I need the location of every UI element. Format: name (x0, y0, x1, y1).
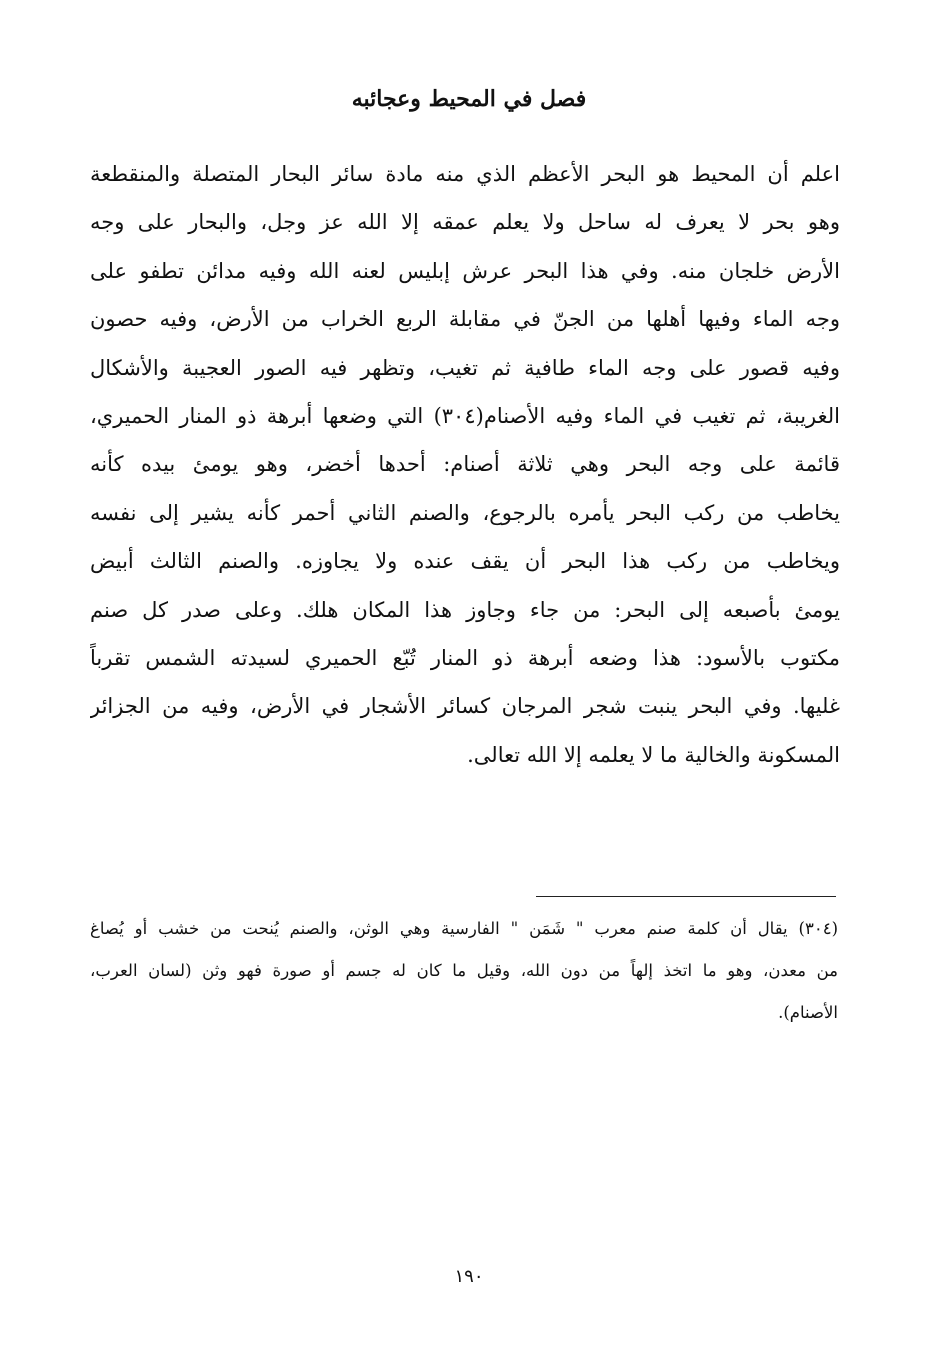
body-line: اعلم أن المحيط هو البحر الأعظم الذي منه مادة سائر البحار المتصلة والمنقطعة (90, 162, 840, 186)
body-line: وجه الماء وفيها أهلها من الجنّ في مقابلة الربع الخراب من الأرض، وفيه حصون (90, 307, 840, 332)
footnote-line: (٣٠٤) يقال أن كلمة صنم معرب " شَمَن " الفارسية وهي الوثن، والصنم يُنحت من خشب أو يُصاغ (90, 919, 838, 938)
body-line: المسكونة والخالية ما لا يعلمه إلا الله تعالى. (467, 742, 840, 767)
body-line: الأرض خلجان منه. وفي هذا البحر عرش إبليس لعنه الله وفيه مدائن تطفو على (90, 258, 840, 283)
body-line: يخاطب من ركب البحر يأمره بالرجوع، والصنم الثاني أحمر كأنه يشير إلى نفسه (90, 500, 840, 525)
body-line: مكتوب بالأسود: هذا وضعه أبرهة ذو المنار تُبّع الحميري لسيدته الشمس تقرباً (90, 645, 840, 670)
body-line: الغريبة، ثم تغيب في الماء وفيه الأصنام(٣٠٤) التي وضعها أبرهة ذو المنار الحميري، (90, 403, 840, 428)
body-text (90, 150, 840, 779)
footnote-line: الأصنام). (778, 1003, 838, 1022)
body-line: وفيه قصور على وجه الماء طافية ثم تغيب، وتظهر فيه الصور العجيبة والأشكال (90, 355, 840, 380)
page-number: ١٩٠ (454, 1266, 484, 1287)
footnote-line: من معدن، وهو ما اتخذ إلهاً من دون الله، وقيل ما كان له جسم أو صورة فهو وثن (لسان العرب، (90, 961, 838, 980)
footnote-block (90, 908, 838, 1034)
chapter-title: فصل في المحيط وعجائبه (351, 86, 587, 112)
body-line: غليها. وفي البحر ينبت شجر المرجان كسائر الأشجار في الأرض، وفيه من الجزائر (90, 694, 840, 719)
body-line: ويخاطب من ركب هذا البحر أن يقف عنده ولا يجاوزه. والصنم الثالث أبيض (90, 549, 840, 574)
body-line: وهو بحر لا يعرف له ساحل ولا يعلم عمقه إلا الله عز وجل، والبحار على وجه (90, 210, 840, 235)
footnote-divider (536, 896, 836, 897)
body-line: يومئ بأصبعه إلى البحر: من جاء وجاوز هذا المكان هلك. وعلى صدر كل صنم (90, 597, 840, 622)
body-line: قائمة على وجه البحر وهي ثلاثة أصنام: أحدها أخضر، وهو يومئ بيده كأنه (90, 452, 840, 477)
